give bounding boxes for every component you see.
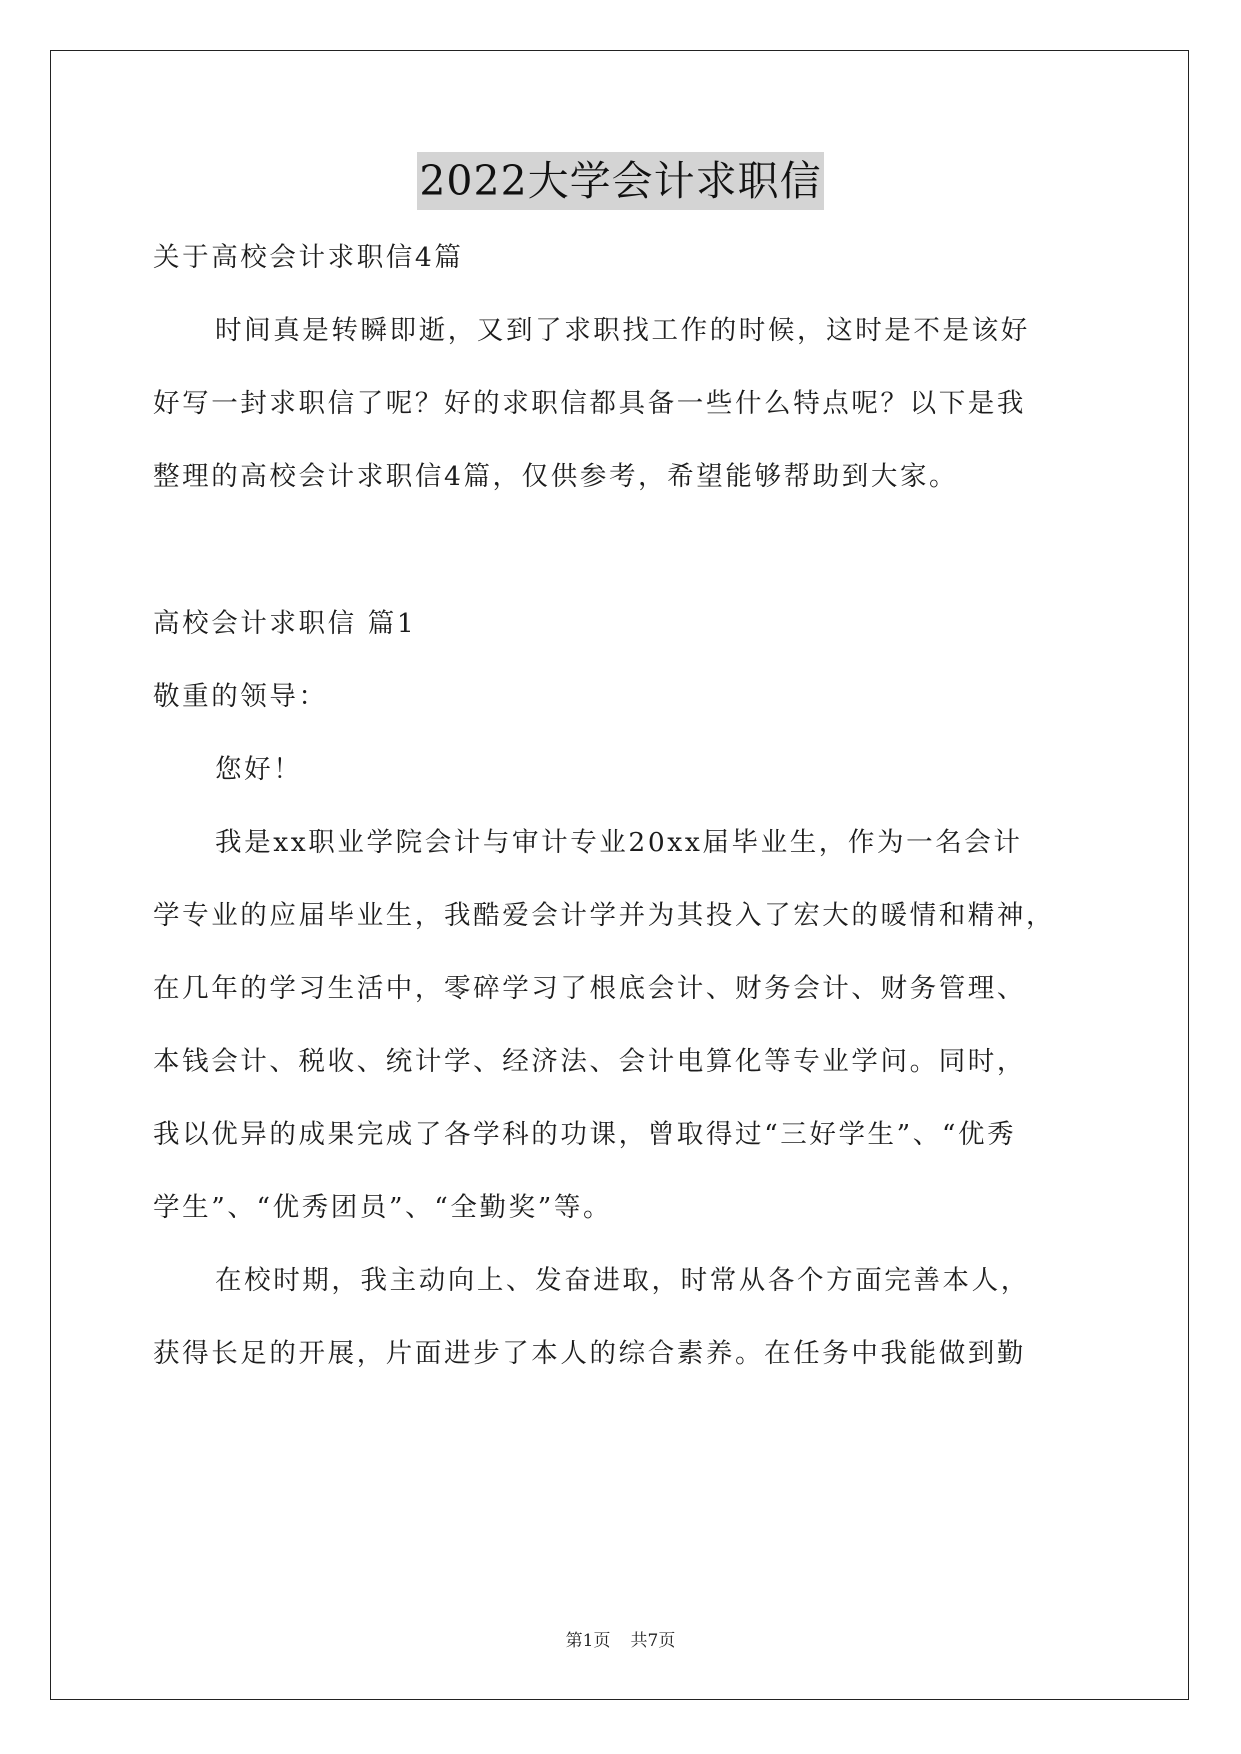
- paragraph-line: 学专业的应届毕业生，我酷爱会计学并为其投入了宏大的暖情和精神，: [153, 900, 1056, 931]
- document-title: 2022大学会计求职信: [417, 152, 823, 210]
- paragraph-line: 好写一封求职信了呢？好的求职信都具备一些什么特点呢？以下是我: [153, 388, 1026, 419]
- page-border: [50, 50, 1189, 1700]
- section-heading: 高校会计求职信 篇1: [153, 608, 417, 639]
- page-total: 共7页: [630, 1631, 676, 1651]
- page-footer: [0, 1626, 1241, 1651]
- paragraph-line: 整理的高校会计求职信4篇，仅供参考，希望能够帮助到大家。: [153, 461, 959, 492]
- salutation: 敬重的领导：: [153, 681, 328, 712]
- page-number: 第1页: [565, 1631, 611, 1651]
- paragraph-line: 本钱会计、税收、统计学、经济法、会计电算化等专业学问。同时，: [153, 1046, 1026, 1077]
- paragraph-line: 在几年的学习生活中，零碎学习了根底会计、财务会计、财务管理、: [153, 973, 1026, 1004]
- paragraph-line: 在校时期，我主动向上、发奋进取，时常从各个方面完善本人，: [215, 1265, 1030, 1296]
- paragraph-line: 获得长足的开展，片面进步了本人的综合素养。在任务中我能做到勤: [153, 1338, 1026, 1369]
- paragraph-line: 我以优异的成果完成了各学科的功课，曾取得过“三好学生”、“优秀: [153, 1119, 1017, 1150]
- greeting: 您好！: [215, 754, 303, 785]
- title-wrap: [0, 152, 1241, 210]
- paragraph-line: 时间真是转瞬即逝，又到了求职找工作的时候，这时是不是该好: [215, 315, 1030, 346]
- paragraph-line: 我是xx职业学院会计与审计专业20xx届毕业生，作为一名会计: [215, 827, 1023, 858]
- paragraph-line: 学生”、“优秀团员”、“全勤奖”等。: [153, 1192, 613, 1223]
- subtitle-line: 关于高校会计求职信4篇: [153, 242, 464, 273]
